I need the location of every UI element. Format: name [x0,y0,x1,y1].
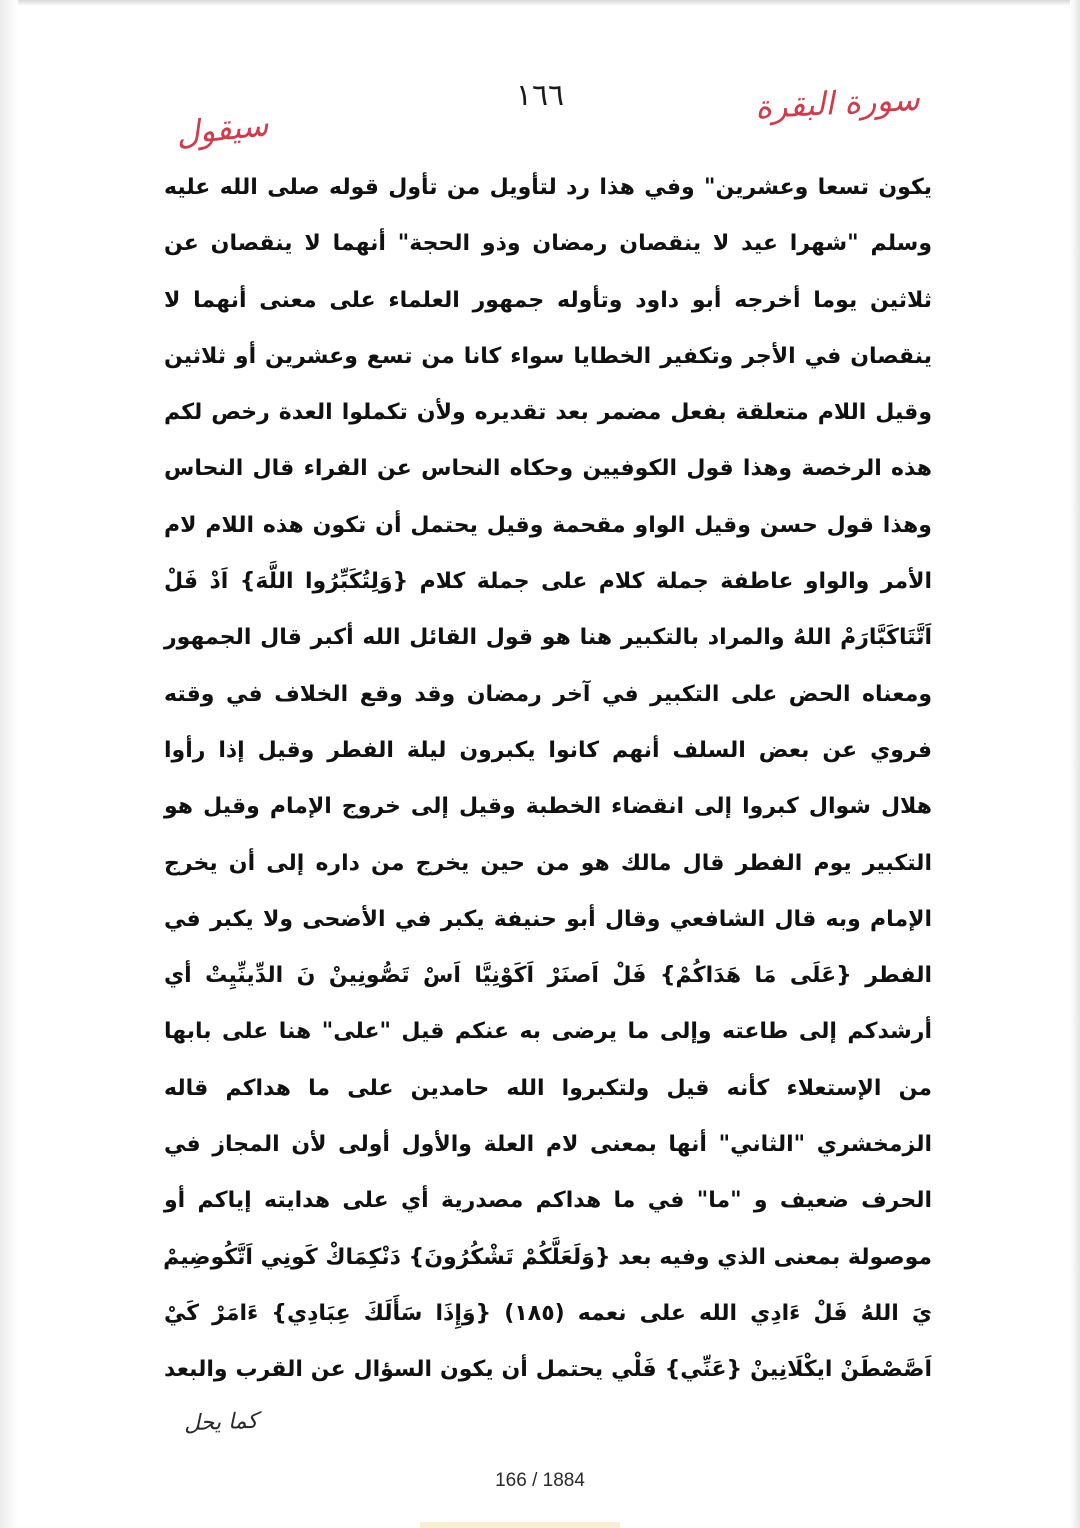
text-line-17: من الإستعلاء كأنه قيل ولتكبروا الله حامدين على ما هداكم قاله [164,1075,932,1101]
handwritten-footer-note: كما يحل [183,1408,259,1437]
handwritten-surah-name: سورة البقرة [754,79,921,127]
text-line-10: ومعناه الحض على التكبير في آخر رمضان وقد وقع الخلاف في وقته [164,681,932,707]
text-line-5: وقيل اللام متعلقة بفعل مضمر بعد تقديره ولأن تكملوا العدة رخص لكم [164,400,932,426]
scan-right-edge [1070,0,1080,1528]
text-line-18: الزمخشري "الثاني" أنها بمعنى لام العلة والأول أولى لأن المجاز في [164,1132,932,1158]
text-line-19: الحرف ضعيف و "ما" في ما هداكم مصدرية أي على هدايته إياكم أو [164,1188,932,1214]
text-line-14: الإمام وبه قال الشافعي وقال أبو حنيفة يكبر في الأضحى ولا يكبر في [164,906,932,932]
scan-bottom-stain [420,1522,620,1528]
text-line-13: التكبير يوم الفطر قال مالك هو من حين يخرج من داره إلى أن يخرج [164,850,932,876]
text-line-16: أرشدكم إلى طاعته وإلى ما يرضى به عنكم قيل "على" هنا على بابها [164,1019,932,1045]
scan-left-edge [0,0,18,1528]
page-body [164,160,932,1399]
text-line-11: فروي عن بعض السلف أنهم كانوا يكبرون ليلة الفطر وقيل إذا رأوا [164,737,932,763]
text-line-7: وهذا قول حسن وقيل الواو مقحمة وقيل يحتمل أن تكون هذه اللام لام [164,512,932,538]
text-line-4: ينقصان في الأجر وتكفير الخطايا سواء كانا من تسع وعشرين أو ثلاثين [164,343,932,369]
text-line-9: اَتَّتَاكَبَّارَمْ اللهُ والمراد بالتكبير هنا هو قول القائل الله أكبر قال الجمهور [164,625,932,651]
text-line-6: هذه الرخصة وهذا قول الكوفيين وحكاه النحاس عن الفراء قال النحاس [164,456,932,482]
text-line-1: يكون تسعا وعشرين" وفي هذا رد لتأويل من تأول قوله صلى الله عليه [164,175,932,200]
handwritten-catchword: سيقول [174,105,271,153]
text-line-2: وسلم "شهرا عيد لا ينقصان رمضان وذو الحجة" أنهما لا ينقصان عن [164,231,932,257]
text-line-21: يَ اللهُ فَلْ ءَادِي الله على نعمه (١٨٥) {وَإِذَا سَأَلَكَ عِبَادِي} ءَامَرْ كَيْ [164,1300,932,1326]
text-line-22: اَصَّصْطَنْ ايكْلَانِينْ {عَنِّي} فَلْي يحتمل أن يكون السؤال عن القرب والبعد [164,1357,932,1383]
text-line-20: موصولة بمعنى الذي وفيه بعد {وَلَعَلَّكُمْ تَشْكُرُونَ} دَنْكِمَاكْ كَونِي اَتَّكُوضِيمْ [163,1244,932,1270]
text-line-8: الأمر والواو عاطفة جملة كلام على جملة كلام {وَلِتُكَبِّرُوا اللَّهَ} اَدْ فَلْ [164,569,932,595]
text-line-15: الفطر {عَلَى مَا هَدَاكُمْ} فَلْ اَصنَرْ اَكَوْنِيَّا اَسْ تَصُّونِينْ نَ الدِّينِّيِتْ أي [164,963,932,989]
scan-top-edge [0,0,1080,6]
text-line-3: ثلاثين يوما أخرجه أبو داود وتأوله جمهور العلماء على معنى أنهما لا [164,287,932,313]
page-number: ١٦٦ [515,78,565,113]
text-line-12: هلال شوال كبروا إلى انقضاء الخطبة وقيل إلى خروج الإمام وقيل هو [164,794,932,820]
page-counter: 166 / 1884 [495,1470,585,1491]
